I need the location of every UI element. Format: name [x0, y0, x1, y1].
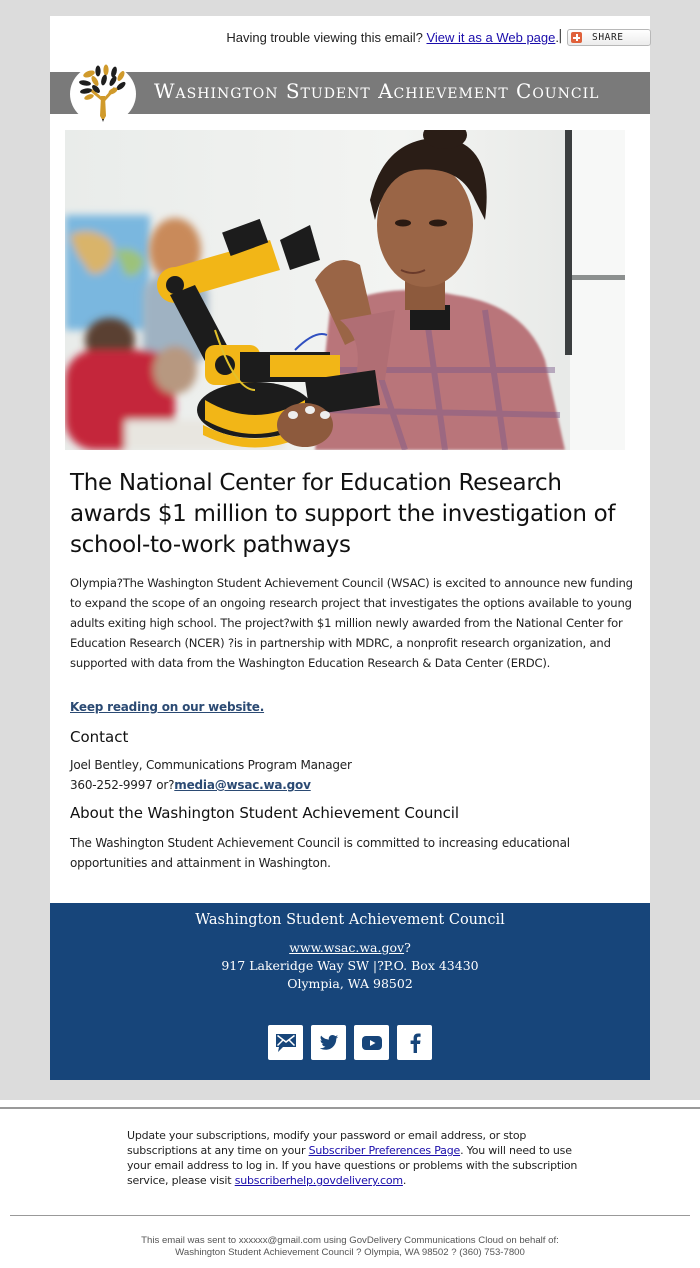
contact-email-link[interactable]: media@wsac.wa.gov: [174, 778, 311, 792]
subscriber-preferences-link[interactable]: Subscriber Preferences Page: [308, 1144, 461, 1157]
sent-line-2: Washington Student Achievement Council ? Olympia, WA 98502 ? (360) 753-7800: [175, 1246, 525, 1258]
sent-notice: [0, 1235, 700, 1258]
keep-reading-link[interactable]: Keep reading on our website.: [70, 700, 265, 714]
sub-text-2: . You will need to use your email address to log in. If you have questions or problems with the subscription service, please visit: [127, 1144, 578, 1187]
wsac-logo: [70, 64, 136, 124]
email-bubble-icon: [274, 1031, 298, 1055]
subscription-notice: [127, 1128, 587, 1188]
preheader-text: [226, 30, 559, 45]
article-body: Olympia?The Washington Student Achievement Council (WSAC) is excited to announce new funding to expand the scope of an ongoing research project that investigates the options available to young adults exiting high school. The project?with $1 million newly awarded from the National Center for Education Research (NCER) ?is in partnership with MDRC, a nonprofit research organization, and supported with data from the Washington Education Research & Data Center (ERDC).: [70, 576, 633, 670]
email-signup-button[interactable]: [268, 1025, 303, 1060]
website-suffix: ?: [404, 940, 411, 955]
preheader: [50, 28, 650, 50]
footer-address: [50, 939, 650, 993]
twitter-button[interactable]: [311, 1025, 346, 1060]
footer-website-link[interactable]: www.wsac.wa.gov: [289, 940, 405, 955]
share-button[interactable]: [567, 29, 651, 46]
contact-phone-line: [70, 778, 311, 792]
separator: |: [558, 28, 563, 44]
youtube-icon: [362, 1035, 382, 1051]
about-text: The Washington Student Achievement Council is committed to increasing educational opportunities and attainment in Washington.: [70, 836, 570, 870]
banner-title: Washington Student Achievement Council: [154, 79, 600, 103]
footer-address-line2: Olympia, WA 98502: [287, 976, 413, 991]
facebook-button[interactable]: [397, 1025, 432, 1060]
email-container: [50, 16, 650, 1080]
contact-phone: 360-252-9997 or?: [70, 778, 175, 792]
youtube-button[interactable]: [354, 1025, 389, 1060]
divider-top: [0, 1107, 700, 1109]
view-web-page-link[interactable]: View it as a Web page: [426, 30, 556, 45]
subscriber-help-link[interactable]: subscriberhelp.govdelivery.com: [234, 1174, 403, 1187]
social-links: [268, 1025, 432, 1060]
tree-pencil-logo-icon: [77, 64, 129, 124]
org-footer: [50, 903, 650, 1080]
article-headline: The National Center for Education Research awards $1 million to support the investigation of school-to-work pathways: [70, 470, 616, 558]
header-banner: [50, 72, 650, 114]
sub-text-1: Update your subscriptions, modify your password or email address, or stop subscriptions at any time on your: [127, 1129, 527, 1157]
sub-text-3: .: [402, 1174, 407, 1187]
hero-image: [65, 130, 625, 450]
facebook-icon: [409, 1033, 421, 1053]
plus-icon: [571, 32, 582, 43]
about-heading: About the Washington Student Achievement Council: [70, 804, 459, 822]
contact-heading: Contact: [70, 728, 129, 746]
trailing-period: .: [555, 30, 559, 45]
student-robot-arm-photo: [65, 130, 625, 450]
footer-org-name: Washington Student Achievement Council: [195, 912, 505, 928]
contact-name: Joel Bentley, Communications Program Manager: [70, 758, 352, 772]
footer-address-line1: 917 Lakeridge Way SW |?P.O. Box 43430: [221, 958, 479, 973]
twitter-icon: [319, 1034, 339, 1052]
trouble-text: Having trouble viewing this email?: [226, 30, 427, 45]
sent-line-1: This email was sent to xxxxxx@gmail.com using GovDelivery Communications Cloud on behalf of:: [141, 1235, 559, 1246]
share-label: SHARE: [592, 32, 624, 43]
divider-bottom: [10, 1215, 690, 1216]
